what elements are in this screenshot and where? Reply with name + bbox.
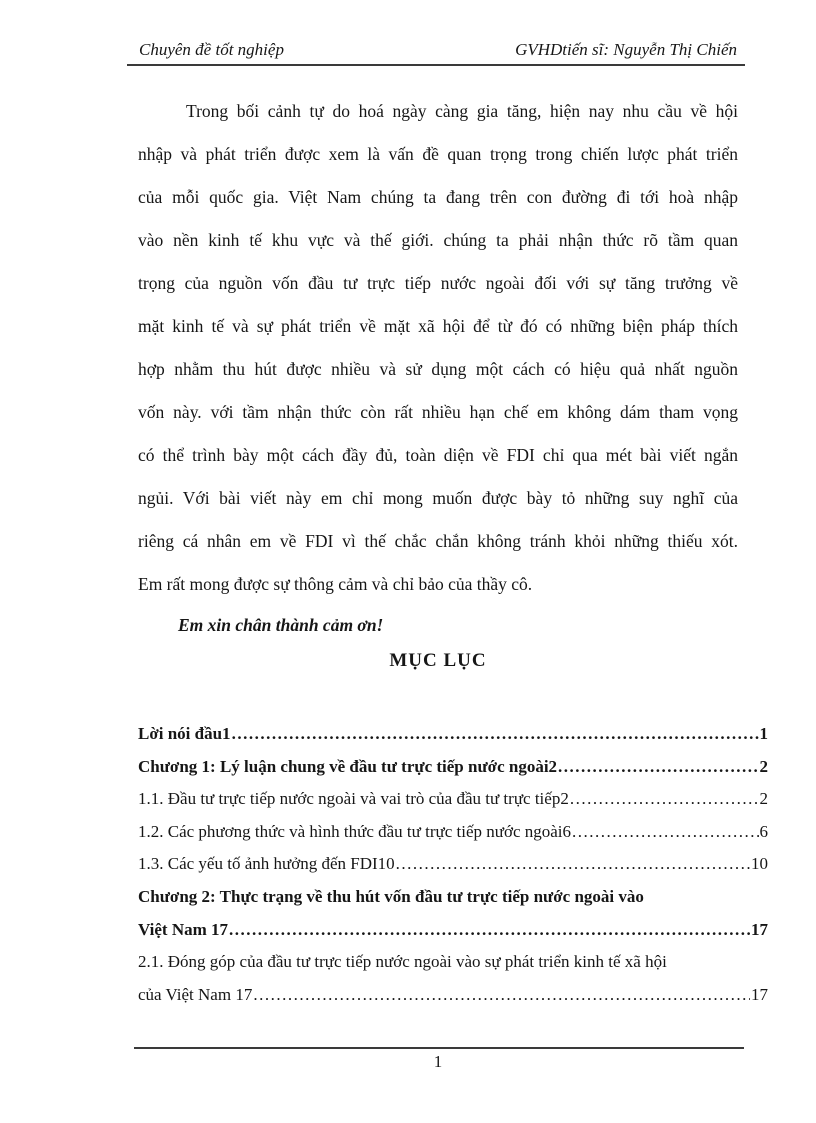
paragraph-line: ngủi. Với bài viết này em chỉ mong muốn được bày tỏ những suy nghĩ của — [138, 488, 738, 508]
paragraph-line: mặt kinh tế và sự phát triển về mặt xã hội để từ đó có những biện pháp thích — [138, 316, 738, 336]
paragraph-line: Trong bối cảnh tự do hoá ngày càng gia tăng, hiện nay nhu cầu về hội — [186, 101, 738, 121]
thanks-line: Em xin chân thành cảm ơn! — [178, 615, 384, 635]
table-of-contents — [138, 718, 768, 1011]
toc-entry-page: 10 — [751, 854, 768, 874]
toc-entry — [138, 914, 768, 947]
paragraph-line: vào nền kinh tế khu vực và thế giới. chúng ta phải nhận thức rõ tầm quan — [138, 230, 738, 250]
paragraph-line: vốn này. với tầm nhận thức còn rất nhiều hạn chế em không dám tham vọng — [138, 402, 738, 422]
paragraph-line: trọng của nguồn vốn đầu tư trực tiếp nước ngoài đối với sự tăng trưởng về — [138, 273, 738, 293]
toc-entry-label: của Việt Nam 17 — [138, 984, 253, 1004]
toc-entry-label: 1.3. Các yếu tố ảnh hưởng đến FDI10 — [138, 854, 395, 874]
toc-entry-label: 1.1. Đầu tư trực tiếp nước ngoài và vai trò của đầu tư trực tiếp2 — [138, 789, 569, 809]
toc-entry — [138, 881, 768, 914]
toc-entry — [138, 783, 768, 816]
toc-entry-page: 1 — [759, 724, 768, 743]
paragraph-line: hợp nhằm thu hút được nhiều và sử dụng một cách có hiệu quả nhất nguồn — [138, 359, 738, 379]
footer-rule — [134, 1047, 744, 1049]
toc-title: MỤC LỤC — [389, 650, 487, 671]
paragraph-line: nhập và phát triển được xem là vấn đề quan trọng trong chiến lược phát triển — [138, 144, 738, 164]
toc-entry-page: 2 — [759, 756, 768, 776]
toc-entry-label: Lời nói đầu1 — [138, 724, 231, 743]
toc-dot-leader — [253, 979, 750, 1012]
toc-entry-page: 17 — [751, 984, 768, 1004]
toc-entry-label: Chương 2: Thực trạng về thu hút vốn đầu tư trực tiếp nước ngoài vào — [138, 886, 644, 906]
toc-dot-leader — [229, 914, 750, 947]
paragraph-line: của mỗi quốc gia. Việt Nam chúng ta đang trên con đường đi tới hoà nhập — [138, 187, 738, 207]
toc-dot-leader — [558, 751, 758, 784]
toc-entry — [138, 946, 768, 979]
toc-dot-leader — [396, 848, 750, 881]
paragraph-line: riêng cá nhân em về FDI vì thế chắc chắn không tránh khỏi những thiếu xót. — [138, 531, 738, 551]
toc-dot-leader — [572, 816, 758, 849]
toc-entry — [138, 718, 768, 751]
toc-entry-label: 1.2. Các phương thức và hình thức đầu tư trực tiếp nước ngoài6 — [138, 821, 572, 841]
intro-paragraph — [138, 90, 738, 606]
toc-dot-leader — [232, 718, 759, 751]
toc-entry — [138, 751, 768, 784]
header-left-title: Chuyên đề tốt nghiệp — [139, 40, 284, 59]
toc-entry-label: Việt Nam 17 — [138, 919, 229, 939]
toc-dot-leader — [570, 783, 759, 816]
toc-entry-page: 17 — [751, 919, 768, 939]
paragraph-line: có thể trình bày một cách đầy đủ, toàn diện về FDI chỉ qua mét bài viết ngắn — [138, 445, 738, 465]
footer-page-number: 1 — [433, 1052, 443, 1071]
toc-entry-page: 2 — [759, 789, 768, 809]
paragraph-line: Em rất mong được sự thông cảm và chỉ bảo của thầy cô. — [138, 574, 533, 594]
toc-entry-label: Chương 1: Lý luận chung về đầu tư trực tiếp nước ngoài2 — [138, 756, 558, 776]
header-right-advisor: GVHDtiến sĩ: Nguyễn Thị Chiến — [515, 40, 737, 59]
toc-entry — [138, 848, 768, 881]
toc-entry-page: 6 — [759, 821, 768, 841]
page-header — [127, 38, 745, 66]
toc-entry — [138, 816, 768, 849]
toc-entry — [138, 979, 768, 1012]
toc-entry-label: 2.1. Đóng góp của đầu tư trực tiếp nước ngoài vào sự phát triển kinh tế xã hội — [138, 952, 667, 972]
